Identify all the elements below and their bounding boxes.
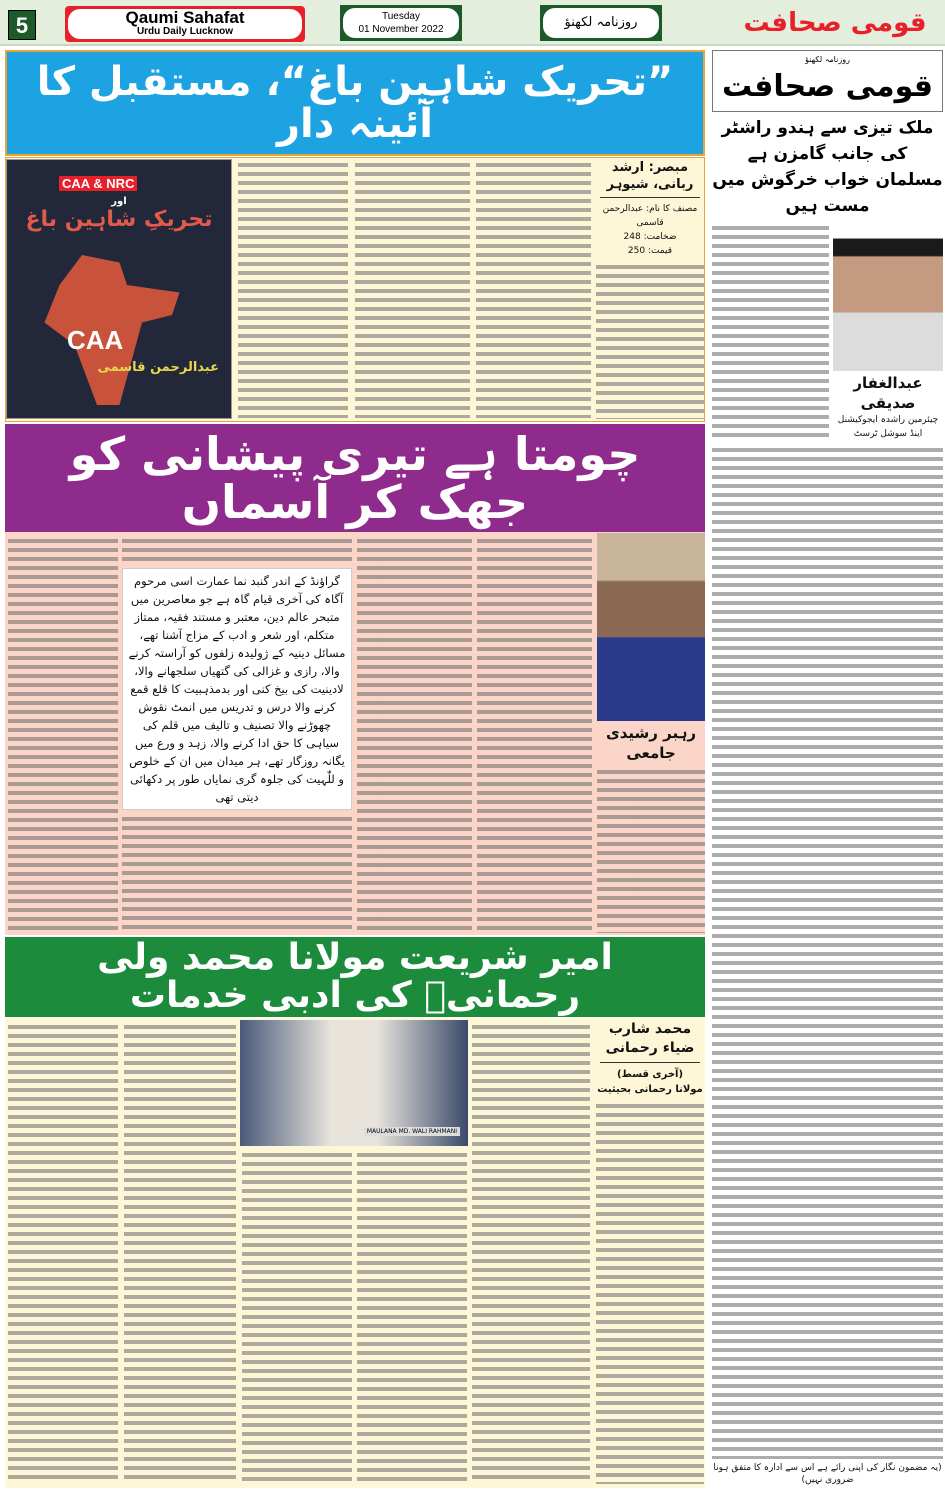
article3-author: محمد شارب ضیاء رحمانی	[605, 1021, 695, 1056]
photo-label: MAULANA MD. WALI RAHMANI	[364, 1127, 460, 1136]
logo-urdu: قومی صحافت	[743, 8, 927, 38]
article2-author: رہبر رشیدی جامعی	[605, 724, 697, 762]
book-details	[596, 202, 704, 258]
installment: (آخری قسط)	[616, 1069, 684, 1080]
text-column	[122, 536, 352, 564]
masthead-subtitle: Urdu Daily Lucknow	[136, 26, 234, 37]
subhead: مولانا رحمانی بحیثیت	[597, 1084, 703, 1095]
text-column	[472, 1022, 590, 1484]
book-title-text: تحریکِ شاہین باغ	[25, 207, 213, 232]
text-column	[355, 160, 470, 418]
masthead-english	[65, 6, 305, 42]
sidebar	[712, 50, 943, 1486]
book-title	[7, 196, 231, 232]
book-cover-image	[6, 159, 232, 419]
roznama: روزنامہ لکھنؤ	[543, 8, 659, 38]
sidebar-headline: ملک تیزی سے ہندو راشٹر کی جانب گامزن ہے مسلمان خواب خرگوش میں مست ہیں	[712, 118, 943, 216]
sidebar-author-row	[712, 223, 943, 441]
article3-byline-column	[596, 1020, 704, 1484]
book-author-line: مصنف کا نام: عبدالرحمن قاسمی	[602, 204, 698, 228]
book-aur: اور	[111, 196, 127, 207]
maulana-photo	[240, 1020, 468, 1146]
text-column	[8, 1022, 118, 1484]
masthead-title: Qaumi Sahafat	[125, 8, 245, 27]
sidebar-author-block	[833, 223, 943, 441]
sidebar-author-photo	[833, 223, 943, 371]
sidebar-author-title: چیئرمین راشدہ ایجوکیشنل اینڈ سوشل ٹرسٹ	[837, 415, 939, 439]
date: 01 November 2022	[358, 24, 444, 35]
text-column	[596, 262, 704, 419]
text-column	[476, 160, 591, 418]
article2-author-column	[597, 533, 705, 933]
text-column	[357, 536, 472, 932]
article3-headline: امیر شریعت مولانا محمد ولی رحمانیؒ کی ادبی خدمات	[5, 937, 705, 1017]
text-column	[597, 767, 705, 933]
text-column	[357, 1150, 467, 1484]
divider	[600, 1062, 700, 1063]
article2-headline: چومتا ہے تیری پیشانی کو جھک کر آسماں	[5, 424, 705, 532]
book-pages: ضخامت: 248	[623, 232, 677, 242]
logo-city: لکھنؤ	[805, 55, 823, 64]
sidebar-logo: قومی صحافت	[721, 69, 934, 104]
sidebar-masthead	[712, 50, 943, 112]
text-column	[124, 1022, 236, 1484]
text-column	[712, 445, 943, 1459]
article1-headline: ”تحریک شاہین باغ“، مستقبل کا آئینہ دار	[5, 50, 705, 156]
divider	[600, 197, 700, 198]
text-column	[242, 1150, 352, 1484]
text-column	[712, 223, 829, 441]
book-price: قیمت: 250	[627, 246, 673, 256]
book-caa: CAA	[67, 325, 124, 355]
text-column	[8, 536, 118, 931]
reviewer: مبصر: ارشد ربانی، شیوہر	[606, 160, 694, 192]
date-box	[340, 5, 462, 41]
roznama-box	[540, 5, 662, 41]
logo-roznama: روزنامہ	[824, 55, 850, 64]
sidebar-author: عبدالغفار صدیقی	[853, 374, 923, 412]
pull-quote: گراؤنڈ کے اندر گنبد نما عمارت اسی مرحوم آگاہ کی آخری قیام گاہ ہے جو معاصرین میں متبحر عالم دین، معتبر و مستند فقیہ، ممتاز متکلم، اور شعر و ادب کے مزاج آشنا تھے، مسائل دینیہ کے ژولیدہ زلفوں کو آراستہ کرنے والا، رازی و غزالی کی گتھیاں سلجھانے والا، لادینیت کی بیخ کنی اور بدمذہبیت کا قلع قمع کرنے والا درس و تدریس میں انمٹ نقوش چھوڑنے والا تصنیف و تالیف میں قلم کی سیاہی کا حق ادا کرنے والا، زہد و ورع میں یگانہ روزگار تھے، ہر میدان میں ان کے خلوص و للّٰہیت کی جلوہ گری نمایاں طور پر دکھائی دیتی تھی	[122, 568, 352, 810]
text-column	[122, 814, 352, 932]
author-photo	[597, 533, 705, 721]
article1-byline-column	[596, 159, 704, 419]
article2-quote-column	[122, 536, 352, 932]
book-tag: CAA & NRC	[59, 176, 137, 191]
disclaimer: (یہ مضمون نگار کی اپنی رائے ہے اس سے ادارہ کا متفق ہونا ضروری نہیں)	[713, 1463, 942, 1485]
sidebar-logo-small	[713, 54, 942, 65]
page-number: 5	[8, 10, 36, 40]
text-column	[596, 1101, 704, 1484]
text-column	[477, 536, 592, 932]
text-column	[238, 160, 348, 418]
book-author: عبدالرحمن قاسمی	[97, 360, 219, 375]
day: Tuesday	[382, 11, 420, 22]
